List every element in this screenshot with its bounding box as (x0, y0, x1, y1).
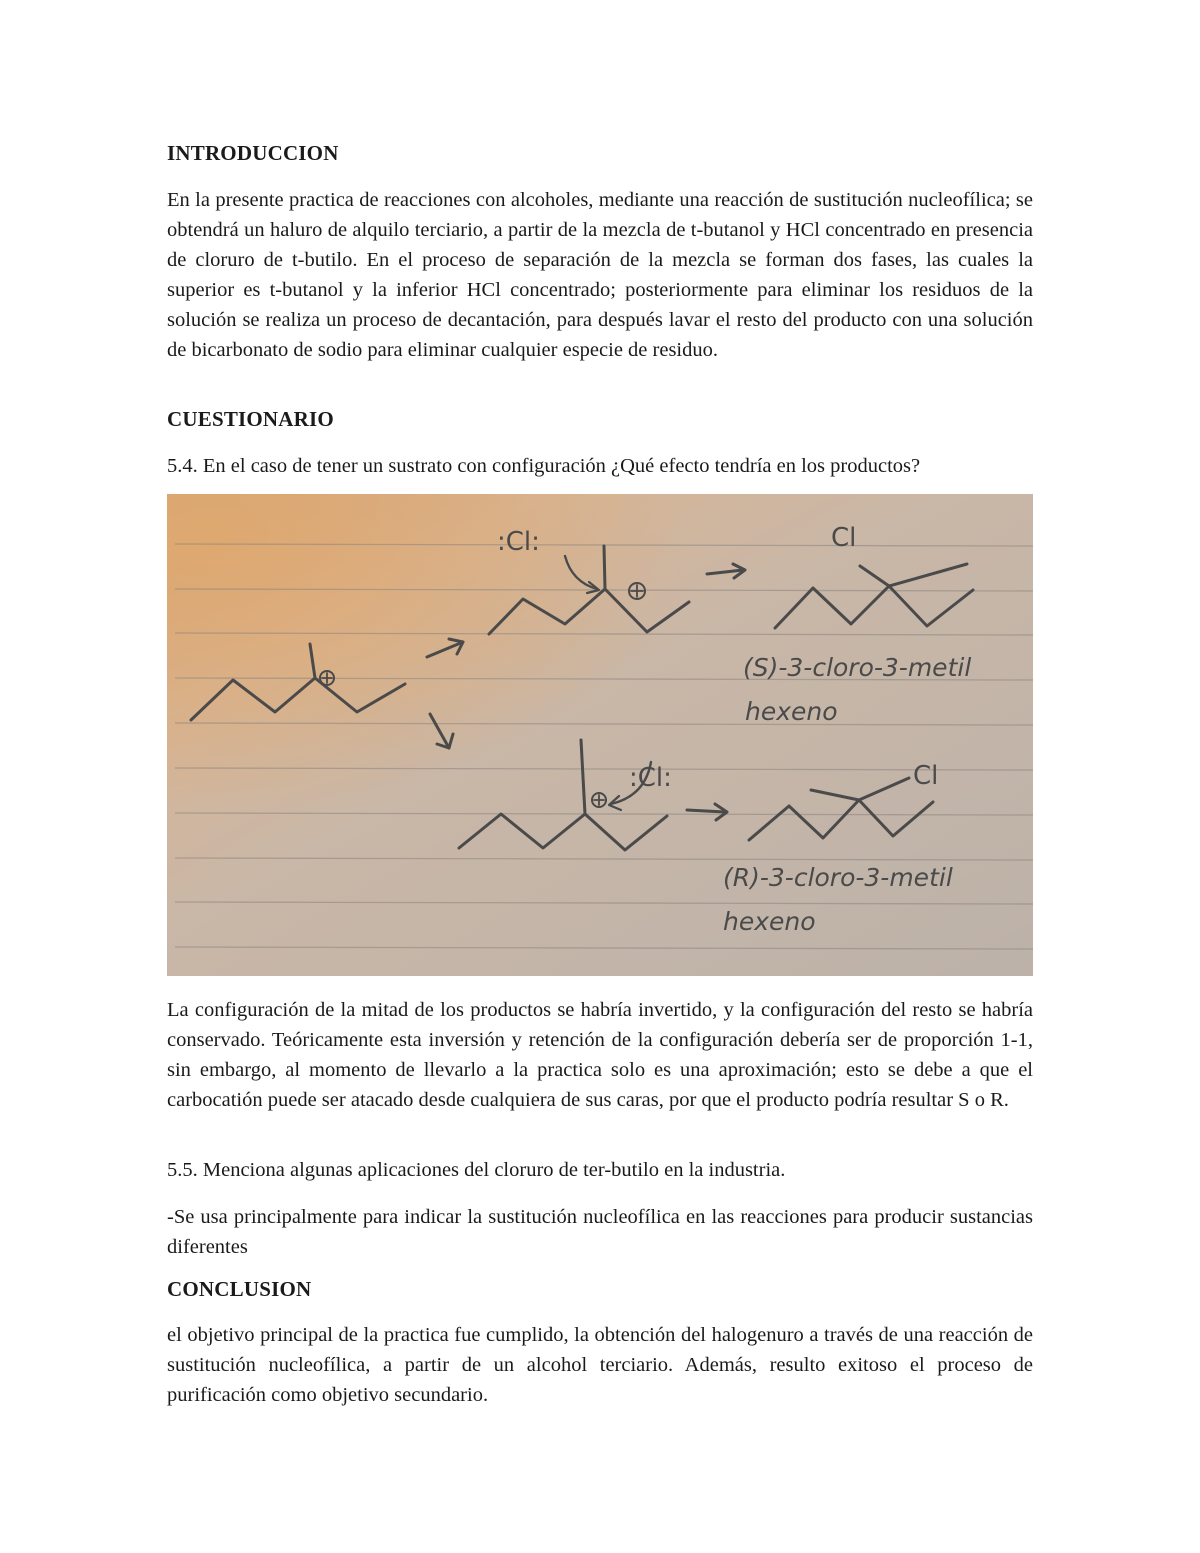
question-5-4: 5.4. En el caso de tener un sustrato con configuración ¿Qué efecto tendría en los productos? (167, 455, 921, 477)
bottom-product-name-line1: (R)-3-cloro-3-metil (723, 863, 953, 892)
top-cl-label: Cl (831, 523, 857, 553)
answer-5-5: -Se usa principalmente para indicar la sustitución nucleofílica en las reacciones para producir sustancias diferentes (167, 1206, 1033, 1258)
reaction-photo (167, 494, 1033, 976)
answer-5-4: La configuración de la mitad de los productos se habría invertido, y la configuración del resto se habría conservado. Teóricamente esta inversión y retención de la configuración debería ser de proporción 1-1, sin embargo, al momento de llevarlo a la practica solo es una aproximación; esto se debe a que el carbocatión puede ser atacado desde cualquiera de sus caras, por que el producto podría resultar S o R. (167, 999, 1033, 1111)
bottom-product-name-line2: hexeno (723, 907, 816, 936)
top-nucleophile: :Cl: (497, 527, 540, 557)
intro-paragraph: En la presente practica de reacciones con alcoholes, mediante una reacción de sustitución nucleofílica; se obtendrá un haluro de alquilo terciario, a partir de la mezcla de t-butanol y HCl concentrado en presencia de cloruro de t-butilo. En el proceso de separación de la mezcla se forman dos fases, las cuales la superior es t-butanol y la inferior HCl concentrado; posteriormente para eliminar los residuos de la solución se realiza un proceso de decantación, para después lavar el resto del producto con una solución de bicarbonato de sodio para eliminar cualquier especie de residuo. (167, 189, 1033, 361)
top-product-name-line2: hexeno (745, 697, 838, 726)
top-product-name-line1: (S)-3-cloro-3-metil (743, 653, 972, 682)
conclusion-paragraph: el objetivo principal de la practica fue cumplido, la obtención del halogenuro a través de una reacción de sustitución nucleofílica, a partir de un alcohol terciario. Además, resulto exitoso el proceso de purificación como objetivo secundario. (167, 1324, 1033, 1406)
question-5-5: 5.5. Menciona algunas aplicaciones del cloruro de ter-butilo en la industria. (167, 1159, 786, 1181)
bottom-nucleophile: :Cl: (629, 763, 672, 793)
reaction-drawing (167, 494, 1033, 976)
top-intermediate-methyl (604, 546, 605, 589)
conclusion-heading: CONCLUSION (167, 1277, 312, 1301)
bottom-cl-label: Cl (913, 761, 939, 791)
cuestionario-heading: CUESTIONARIO (167, 407, 334, 431)
intro-heading: INTRODUCCION (167, 141, 339, 165)
bottom-product-arrow (687, 810, 725, 812)
